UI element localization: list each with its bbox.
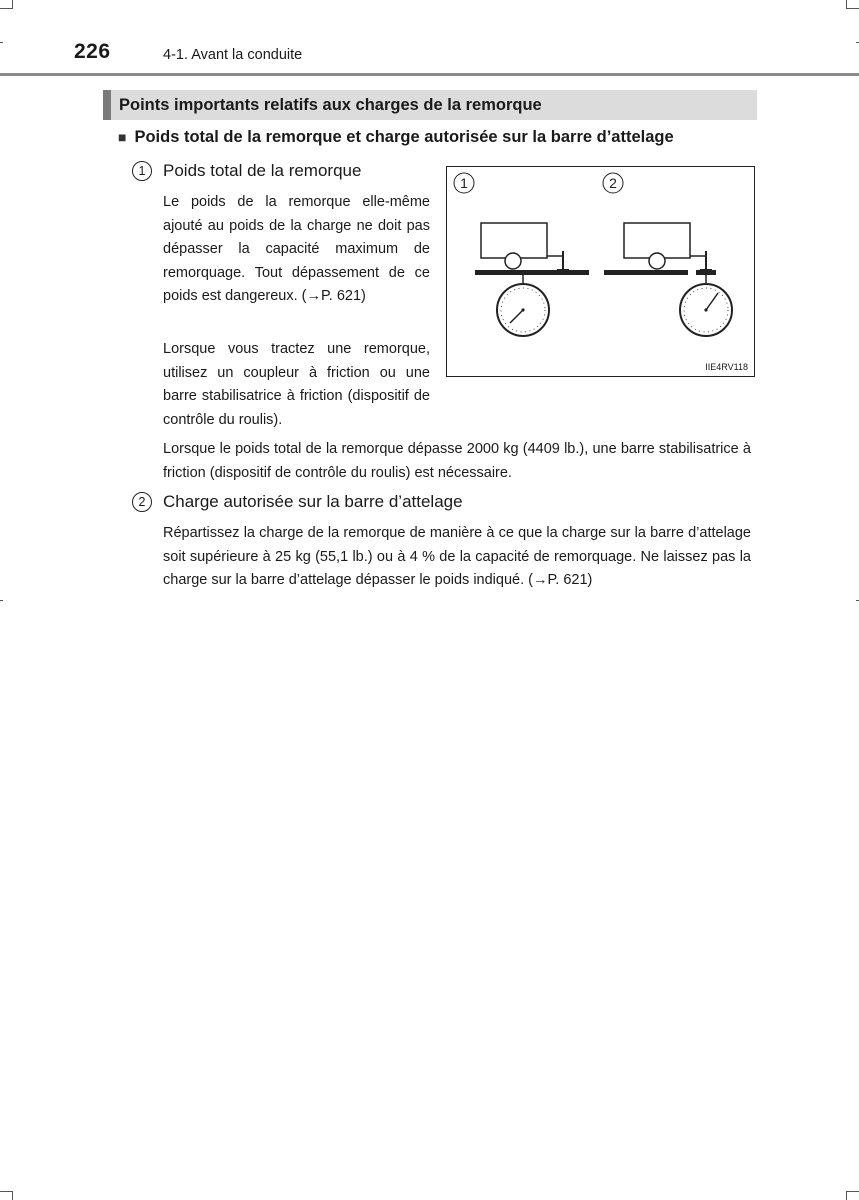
subheading	[118, 128, 674, 147]
crop-mark	[0, 8, 12, 9]
crop-mark	[0, 600, 3, 601]
circled-number-2: 2	[132, 492, 152, 512]
crop-mark	[847, 1191, 859, 1192]
scale-plate-2	[696, 270, 716, 275]
figure-label-1: 1	[460, 175, 468, 191]
item-1-paragraph-2: Lorsque vous tractez une remorque, utilisez un coupleur à friction ou une barre stabilisatrice à friction (dispositif de contrôle du roulis).	[163, 341, 430, 428]
circled-number-1: 1	[132, 161, 152, 181]
trailer-scale-diagram	[447, 167, 754, 376]
crop-mark	[0, 1191, 12, 1192]
figure-label-2: 2	[609, 175, 617, 191]
page-number: 226	[74, 40, 111, 63]
ground-2	[604, 270, 688, 275]
trailer-weight-illustration	[446, 166, 755, 377]
header-divider	[0, 73, 859, 76]
item-1-paragraph-3: Lorsque le poids total de la remorque dépasse 2000 kg (4409 lb.), une barre stabilisatrice à friction (dispositif de contrôle du roulis) est nécessaire.	[163, 441, 751, 481]
item-title-1	[132, 161, 361, 181]
square-bullet-icon: ■	[118, 129, 127, 145]
crop-mark	[0, 42, 3, 43]
crop-mark	[12, 0, 13, 9]
crop-mark	[847, 8, 859, 9]
section-heading: Points importants relatifs aux charges de la remorque	[103, 90, 757, 120]
crop-mark	[846, 0, 847, 9]
crop-mark	[12, 1191, 13, 1200]
crop-mark	[846, 1191, 847, 1200]
item-title-text: Charge autorisée sur la barre d’attelage	[163, 492, 463, 511]
item-title-2	[132, 492, 463, 512]
platform-1	[475, 270, 589, 275]
wheel-2	[649, 253, 665, 269]
wheel-1	[505, 253, 521, 269]
item-2-paragraph-1: Répartissez la charge de la remorque de manière à ce que la charge sur la barre d’attelage soit supérieure à 25 kg (55,1 lb.) ou à 4 % de la capacité de remorquage. Ne laissez pas la charge sur la barre d’attelage dépasser le poids indiqué. (→P. 621)	[163, 525, 751, 589]
subheading-text: Poids total de la remorque et charge autorisée sur la barre d’attelage	[134, 128, 674, 146]
item-1-paragraph-1: Le poids de la remorque elle-même ajouté au poids de la charge ne doit pas dépasser la capacité maximum de remorquage. Tout dépassement de ce poids est dangereux. (→P. 621)	[163, 194, 430, 305]
figure-code: IIE4RV118	[705, 362, 748, 372]
section-reference: 4-1. Avant la conduite	[163, 47, 303, 63]
item-title-text: Poids total de la remorque	[163, 161, 362, 180]
